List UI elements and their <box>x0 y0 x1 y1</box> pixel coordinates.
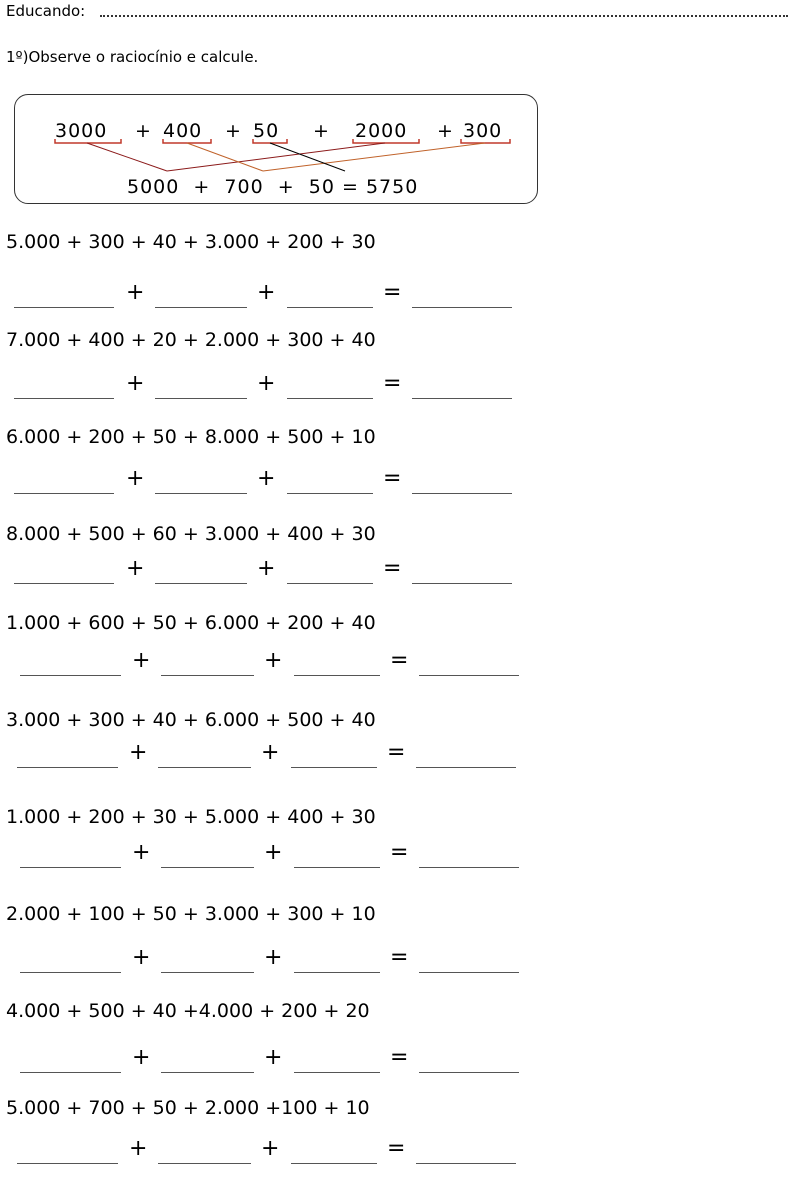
answer-blank[interactable] <box>14 583 114 584</box>
example-box <box>14 94 538 204</box>
problem-expression: 2.000 + 100 + 50 + 3.000 + 300 + 10 <box>6 903 376 925</box>
example-term: 2000 <box>355 120 408 142</box>
answer-row <box>0 280 560 310</box>
plus-sign: + <box>126 556 145 581</box>
equals-sign: = <box>387 740 406 765</box>
answer-blank[interactable] <box>155 493 247 494</box>
plus-sign: + <box>264 945 283 970</box>
answer-row <box>0 556 560 586</box>
plus-sign: + <box>257 466 276 491</box>
answer-row <box>0 648 560 678</box>
plus-sign: + <box>132 648 151 673</box>
example-plus: + <box>135 120 152 142</box>
equals-sign: = <box>383 556 402 581</box>
example-plus: + <box>437 120 454 142</box>
equals-sign: = <box>390 648 409 673</box>
example-result: 5000 + 700 + 50 = 5750 <box>127 176 419 198</box>
example-term: 50 <box>253 120 280 142</box>
example-plus: + <box>313 120 330 142</box>
problem-expression: 3.000 + 300 + 40 + 6.000 + 500 + 40 <box>6 709 376 731</box>
answer-blank[interactable] <box>419 675 519 676</box>
plus-sign: + <box>264 1045 283 1070</box>
plus-sign: + <box>261 740 280 765</box>
equals-sign: = <box>383 371 402 396</box>
answer-row <box>0 371 560 401</box>
plus-sign: + <box>126 371 145 396</box>
equals-sign: = <box>390 945 409 970</box>
problem-expression: 8.000 + 500 + 60 + 3.000 + 400 + 30 <box>6 523 376 545</box>
answer-blank[interactable] <box>17 1163 118 1164</box>
answer-row <box>0 840 560 870</box>
problem-expression: 5.000 + 700 + 50 + 2.000 +100 + 10 <box>6 1097 370 1119</box>
answer-blank[interactable] <box>412 307 512 308</box>
example-plus: + <box>225 120 242 142</box>
student-name-label: Educando: <box>6 2 86 20</box>
equals-sign: = <box>390 840 409 865</box>
answer-blank[interactable] <box>20 1072 121 1073</box>
answer-blank[interactable] <box>294 1072 380 1073</box>
answer-blank[interactable] <box>14 493 114 494</box>
plus-sign: + <box>264 840 283 865</box>
answer-blank[interactable] <box>17 767 118 768</box>
answer-blank[interactable] <box>294 675 380 676</box>
answer-blank[interactable] <box>294 972 380 973</box>
example-diagram <box>15 95 539 205</box>
answer-blank[interactable] <box>416 1163 516 1164</box>
answer-blank[interactable] <box>155 307 247 308</box>
plus-sign: + <box>126 466 145 491</box>
example-term: 300 <box>463 120 503 142</box>
answer-blank[interactable] <box>287 493 373 494</box>
answer-row <box>0 1136 560 1166</box>
answer-blank[interactable] <box>416 767 516 768</box>
problem-expression: 1.000 + 200 + 30 + 5.000 + 400 + 30 <box>6 806 376 828</box>
plus-sign: + <box>132 840 151 865</box>
problem-expression: 7.000 + 400 + 20 + 2.000 + 300 + 40 <box>6 329 376 351</box>
equals-sign: = <box>383 466 402 491</box>
plus-sign: + <box>132 945 151 970</box>
plus-sign: + <box>261 1136 280 1161</box>
answer-blank[interactable] <box>287 398 373 399</box>
equals-sign: = <box>383 280 402 305</box>
answer-blank[interactable] <box>412 493 512 494</box>
answer-blank[interactable] <box>161 867 254 868</box>
example-term: 400 <box>163 120 203 142</box>
answer-row <box>0 466 560 496</box>
answer-blank[interactable] <box>419 1072 519 1073</box>
answer-blank[interactable] <box>412 583 512 584</box>
example-connectors <box>87 143 485 171</box>
answer-blank[interactable] <box>291 1163 377 1164</box>
answer-blank[interactable] <box>155 398 247 399</box>
answer-blank[interactable] <box>20 867 121 868</box>
answer-blank[interactable] <box>412 398 512 399</box>
problem-expression: 1.000 + 600 + 50 + 6.000 + 200 + 40 <box>6 612 376 634</box>
equals-sign: = <box>390 1045 409 1070</box>
plus-sign: + <box>129 740 148 765</box>
answer-blank[interactable] <box>161 972 254 973</box>
answer-blank[interactable] <box>291 767 377 768</box>
example-term: 3000 <box>55 120 108 142</box>
answer-blank[interactable] <box>161 1072 254 1073</box>
answer-row <box>0 945 560 975</box>
exercise-instruction: 1º)Observe o raciocínio e calcule. <box>6 48 259 66</box>
answer-blank[interactable] <box>287 583 373 584</box>
answer-blank[interactable] <box>155 583 247 584</box>
answer-blank[interactable] <box>294 867 380 868</box>
plus-sign: + <box>257 280 276 305</box>
plus-sign: + <box>126 280 145 305</box>
answer-blank[interactable] <box>20 972 121 973</box>
answer-blank[interactable] <box>14 307 114 308</box>
answer-blank[interactable] <box>419 972 519 973</box>
answer-blank[interactable] <box>287 307 373 308</box>
plus-sign: + <box>264 648 283 673</box>
problem-expression: 5.000 + 300 + 40 + 3.000 + 200 + 30 <box>6 231 376 253</box>
plus-sign: + <box>129 1136 148 1161</box>
problem-expression: 4.000 + 500 + 40 +4.000 + 200 + 20 <box>6 1000 370 1022</box>
equals-sign: = <box>387 1136 406 1161</box>
answer-blank[interactable] <box>419 867 519 868</box>
answer-row <box>0 1045 560 1075</box>
problem-expression: 6.000 + 200 + 50 + 8.000 + 500 + 10 <box>6 426 376 448</box>
answer-blank[interactable] <box>14 398 114 399</box>
answer-blank[interactable] <box>158 1163 251 1164</box>
plus-sign: + <box>257 371 276 396</box>
answer-blank[interactable] <box>158 767 251 768</box>
answer-row <box>0 740 560 770</box>
student-name-field[interactable] <box>100 15 788 17</box>
plus-sign: + <box>257 556 276 581</box>
plus-sign: + <box>132 1045 151 1070</box>
answer-blank[interactable] <box>20 675 121 676</box>
answer-blank[interactable] <box>161 675 254 676</box>
